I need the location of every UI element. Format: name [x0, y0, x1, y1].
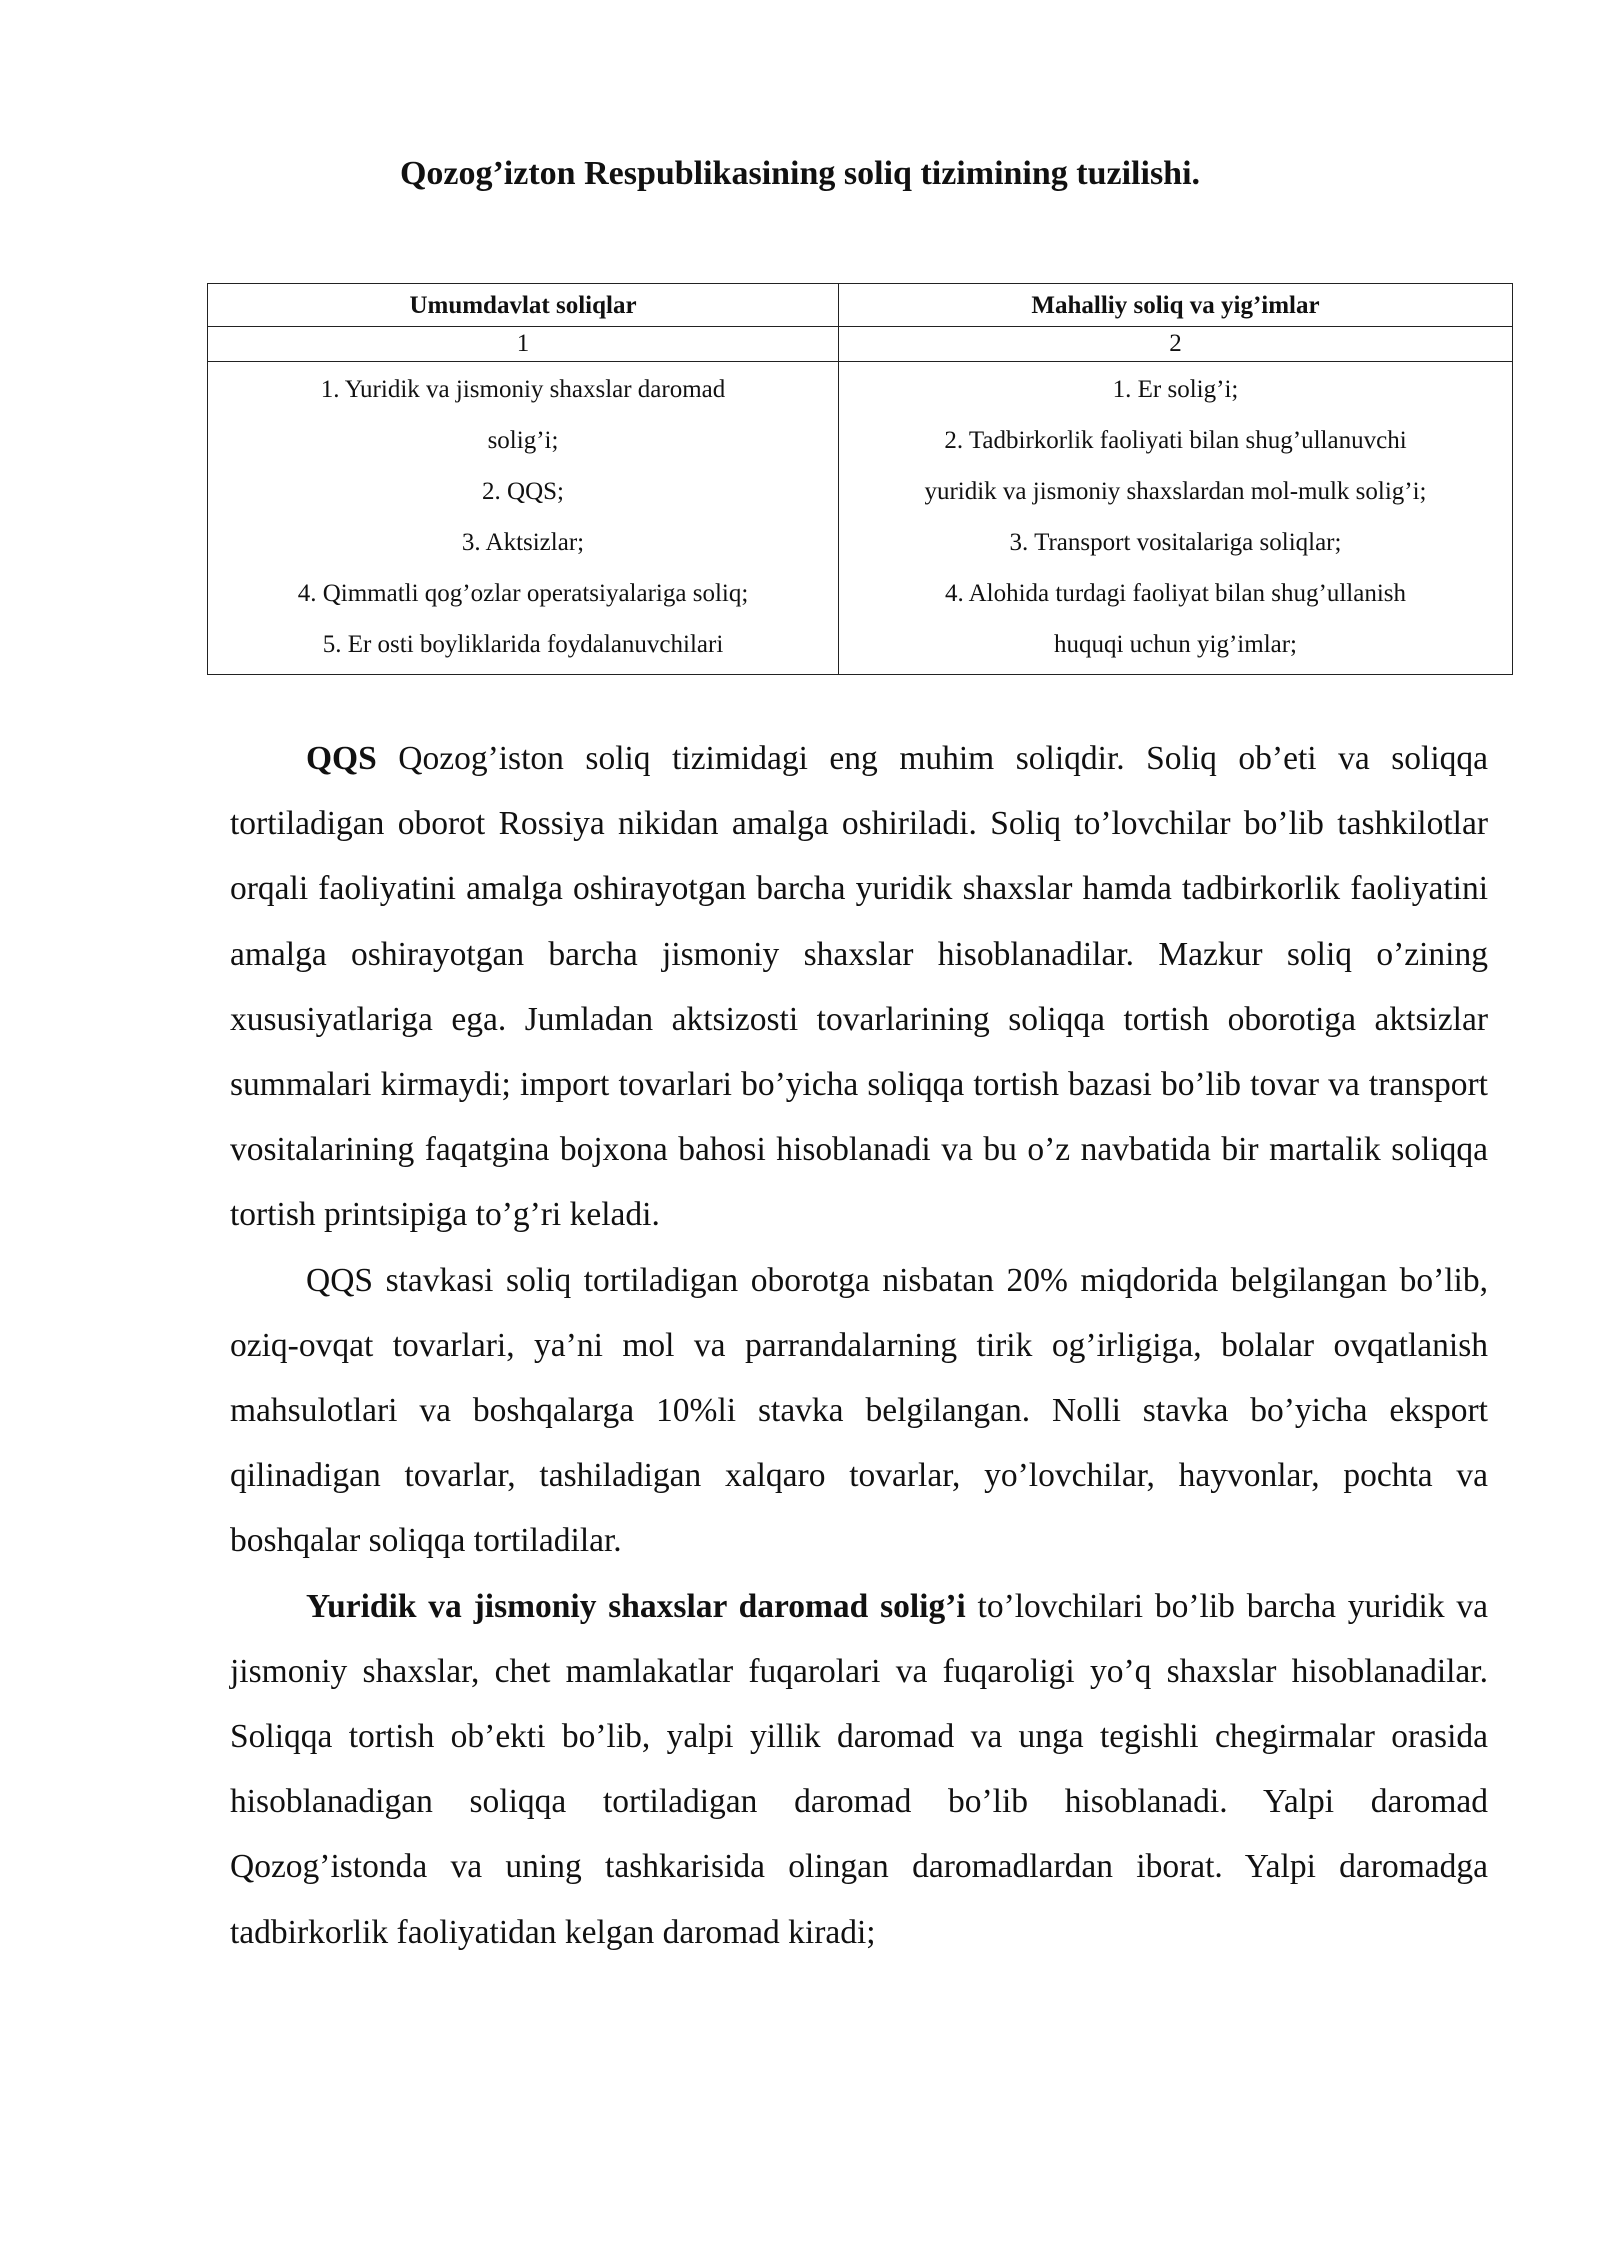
list-item: yuridik va jismoniy shaxslardan mol-mulk solig’i; — [924, 478, 1427, 505]
paragraph-lead-bold: QQS — [306, 740, 377, 777]
list-item: 4. Qimmatli qog’ozlar operatsiyalariga soliq; — [297, 580, 749, 607]
paragraph-text: Qozog’iston soliq tizimidagi eng muhim soliqdir. Soliq ob’eti va soliqqa tortiladigan oborot Rossiya nikidan amalga oshiriladi. Soliq to’lovchilar bo’lib tashkilotlar orqali faoliyatini amalga oshirayotgan barcha yuridik shaxslar hamda tadbirkorlik faoliyatini amalga oshirayotgan barcha jismoniy shaxslar hisoblanadilar. Mazkur soliq o’zining xususiyatlariga ega. Jumladan aktsizosti tovarlarining soliqqa tortish oborotiga aktsizlar summalari kirmaydi; import tovarlari bo’yicha soliqqa tortish bazasi bo’lib tovar va transport vositalarining faqatgina bojxona bahosi hisoblanadi va bu o’z navbatida bir martalik soliqqa tortish printsipiga to’g’ri keladi. — [230, 740, 1488, 1234]
table-row — [208, 362, 1513, 675]
document-title: Qozog’izton Respublikasining soliq tizimining tuzilishi. — [399, 155, 1201, 192]
paragraph-qqs-rate — [230, 1248, 1488, 1574]
list-item: 2. QQS; — [482, 478, 564, 505]
list-item: 3. Aktsizlar; — [461, 529, 585, 556]
list-item: 1. Er solig’i; — [1112, 376, 1239, 403]
local-taxes-list — [839, 362, 1513, 675]
paragraph-lead-bold: Yuridik va jismoniy shaxslar daromad solig’i — [306, 1587, 966, 1625]
header-local-taxes: Mahalliy soliq va yig’imlar — [839, 284, 1513, 327]
paragraph-text: QQS stavkasi soliq tortiladigan oborotga nisbatan 20% miqdorida belgilangan bo’lib, oziq-ovqat tovarlari, ya’ni mol va parrandalarning tirik og’irligiga, bolalar ovqatlanish mahsulotlari va boshqalarga 10%li stavka belgilangan. Nolli stavka bo’yicha eksport qilinadigan tovarlar, tashiladigan xalqaro tovarlar, yo’lovchilar, hayvonlar, pochta va boshqalar soliqqa tortiladilar. — [230, 1261, 1488, 1560]
list-item: solig’i; — [487, 427, 559, 454]
paragraph-qqs — [230, 726, 1488, 1248]
list-item: 4. Alohida turdagi faoliyat bilan shug’ullanish — [944, 580, 1407, 607]
table-number-row — [208, 327, 1513, 362]
national-taxes-list — [208, 362, 839, 675]
body-text — [230, 726, 1488, 1965]
list-item: huquqi uchun yig’imlar; — [1053, 631, 1298, 658]
header-national-taxes: Umumdavlat soliqlar — [208, 284, 839, 327]
paragraph-text: to’lovchilari bo’lib barcha yuridik va jismoniy shaxslar, chet mamlakatlar fuqarolari va fuqaroligi yo’q shaxslar hisoblanadilar. Soliqqa tortish ob’ekti bo’lib, yalpi yillik daromad va unga tegishli chegirmalar orasida hisoblanadigan soliqqa tortiladigan daromad bo’lib hisoblanadi. Yalpi daromad Qozog’istonda va uning tashkarisida olingan daromadlardan iborat. Yalpi daromadga tadbirkorlik faoliyatidan kelgan daromad kiradi; — [230, 1587, 1488, 1951]
list-item: 2. Tadbirkorlik faoliyati bilan shug’ullanuvchi — [944, 427, 1407, 454]
list-item: 5. Er osti boyliklarida foydalanuvchilari — [322, 631, 724, 658]
tax-structure-table — [207, 283, 1513, 675]
column-number-1: 1 — [208, 327, 839, 362]
list-item: 3. Transport vositalariga soliqlar; — [1009, 529, 1342, 556]
list-item: 1. Yuridik va jismoniy shaxslar daromad — [320, 376, 726, 403]
paragraph-income-tax — [230, 1574, 1488, 1965]
column-number-2: 2 — [839, 327, 1513, 362]
table-header-row — [208, 284, 1513, 327]
